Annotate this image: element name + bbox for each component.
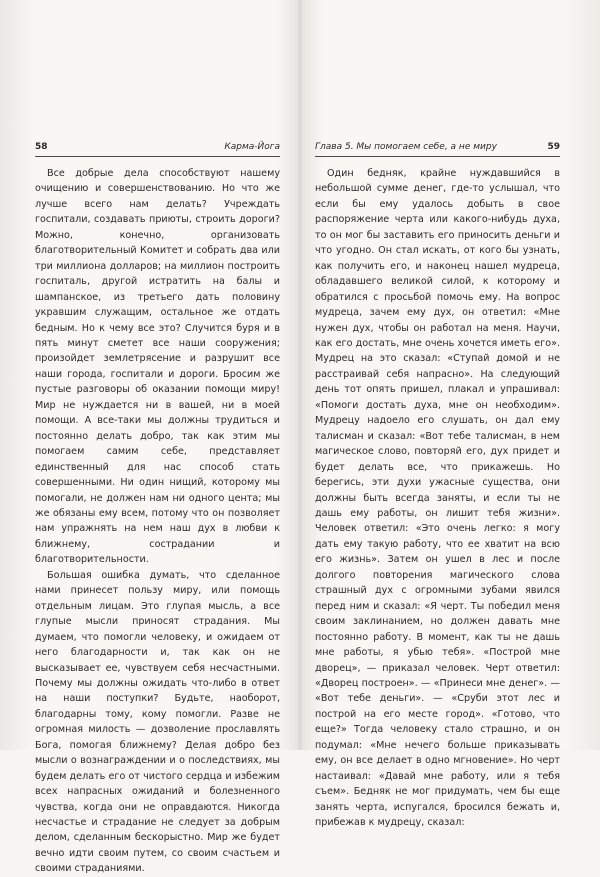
left-page-header [35,140,280,157]
right-page-header [315,140,560,157]
page-number: 59 [547,142,560,152]
left-page-body [35,166,280,877]
paragraph: Большая ошибка думать, что сделанное нами принесет пользу миру, или помощь отдельным лицам. Это глупая мысль, а все глупые мысли приносят страдания. Мы думаем, что помогли человеку, и ожидаем от него благодарности и, так как он не высказывает ее, чувствуем себя несчастными. Почему мы должны ожидать что-либо в ответ на наши поступки? Будьте, наоборот, благодарны тому, кому помогли. Разве не огромная милость — дозволение прославлять Бога, помогая ближнему? Делая добро без мысли о вознаграждении и о последствиях, мы будем делать его от чистого сердца и избежим всех напрасных ожиданий и болезненного чувства, когда они не оправдаются. Никогда несчастье и страдание не следует за добрым делом, сделанным бескорыстно. Мир же будет вечно идти своим путем, со своим счастьем и своими страданиями. [35,569,280,875]
right-page-body [315,166,560,830]
running-head: Карма-Йога [224,142,280,152]
left-page [35,140,280,877]
right-page [315,140,560,830]
paragraph: Все добрые дела способствуют нашему очищению и совершенствованию. Но что же лучше всего нам делать? Учреждать госпитали, создавать приюты, строить дороги? Можно, конечно, организовать благотворительный Комитет и собрать два или три миллиона долларов; на миллион построить госпиталь, другой истратить на балы и шампанское, из третьего дать половину укравшим служащим, остальное же отдать бедным. Но к чему все это? Случится буря и в пять минут сметет все наши сооружения; произойдет землетрясение и разрушит все наши города, госпитали и дороги. Бросим же пустые разговоры об оказании помощи миру! Мир не нуждается ни в вашей, ни в моей помощи. А все-таки мы должны трудиться и постоянно делать добро, так как этим мы помогаем самим себе, представляет единственный для нас способ стать совершенными. Ни один нищий, которому мы помогали, не должен нам ни одного цента; мы же обязаны ему всем, потому что он позволяет нам упражнять на нем наш дух в любви к ближнему, сострадании и благотворительности. [35,168,280,566]
page-number: 58 [35,142,48,152]
paragraph: Один бедняк, крайне нуждавшийся в небольшой сумме денег, где-то услышал, что если бы ему удалось добыть в свое распоряжение черта или какого-нибудь духа, то он мог бы заставить его приносить деньги и что угодно. Он стал искать, от кого бы узнать, как получить его, и наконец нашел мудреца, обладавшего великой силой, к которому и обратился с просьбой помочь ему. На вопрос мудреца, зачем ему дух, он ответил: «Мне нужен дух, чтобы он работал на меня. Научи, как его достать, мне очень хочется иметь его». Мудрец на это сказал: «Ступай домой и не расстраивай себя напрасно». На следующий день тот опять пришел, плакал и упрашивал: «Помоги достать духа, мне он необходим». Мудрецу надоело его слушать, он дал ему талисман и сказал: «Вот тебе талисман, в нем магическое слово, повторяй его, дух придет и будет делать все, что прикажешь. Но берегись, эти духи ужасные существа, они должны быть всегда заняты, и если ты не дашь ему работы, он лишит тебя жизни». Человек ответил: «Это очень легко: я могу дать ему такую работу, что ее хватит на всю его жизнь». Затем он ушел в лес и после долгого повторения магического слова страшный дух с огромными зубами явился перед ним и сказал: «Я черт. Ты победил меня своим заклинанием, но должен давать мне постоянно работу. В момент, как ты не дашь мне работы, я убью тебя». «Построй мне дворец», — приказал человек. Черт ответил: «Дворец построен». — «Принеси мне денег». — «Вот тебе деньги». — «Сруби этот лес и построй на его месте город». «Готово, что еще?» Тогда человеку стало страшно, и он подумал: «Мне нечего больше приказывать ему, он все делает в одно мгновение». Но черт настаивал: «Давай мне работу, или я тебя съем». Бедняк не мог придумать, чем бы еще занять черта, испугался, бросился бежать и, прибежав к мудрецу, сказал: [315,168,560,829]
running-head: Глава 5. Мы помогаем себе, а не миру [315,142,497,152]
